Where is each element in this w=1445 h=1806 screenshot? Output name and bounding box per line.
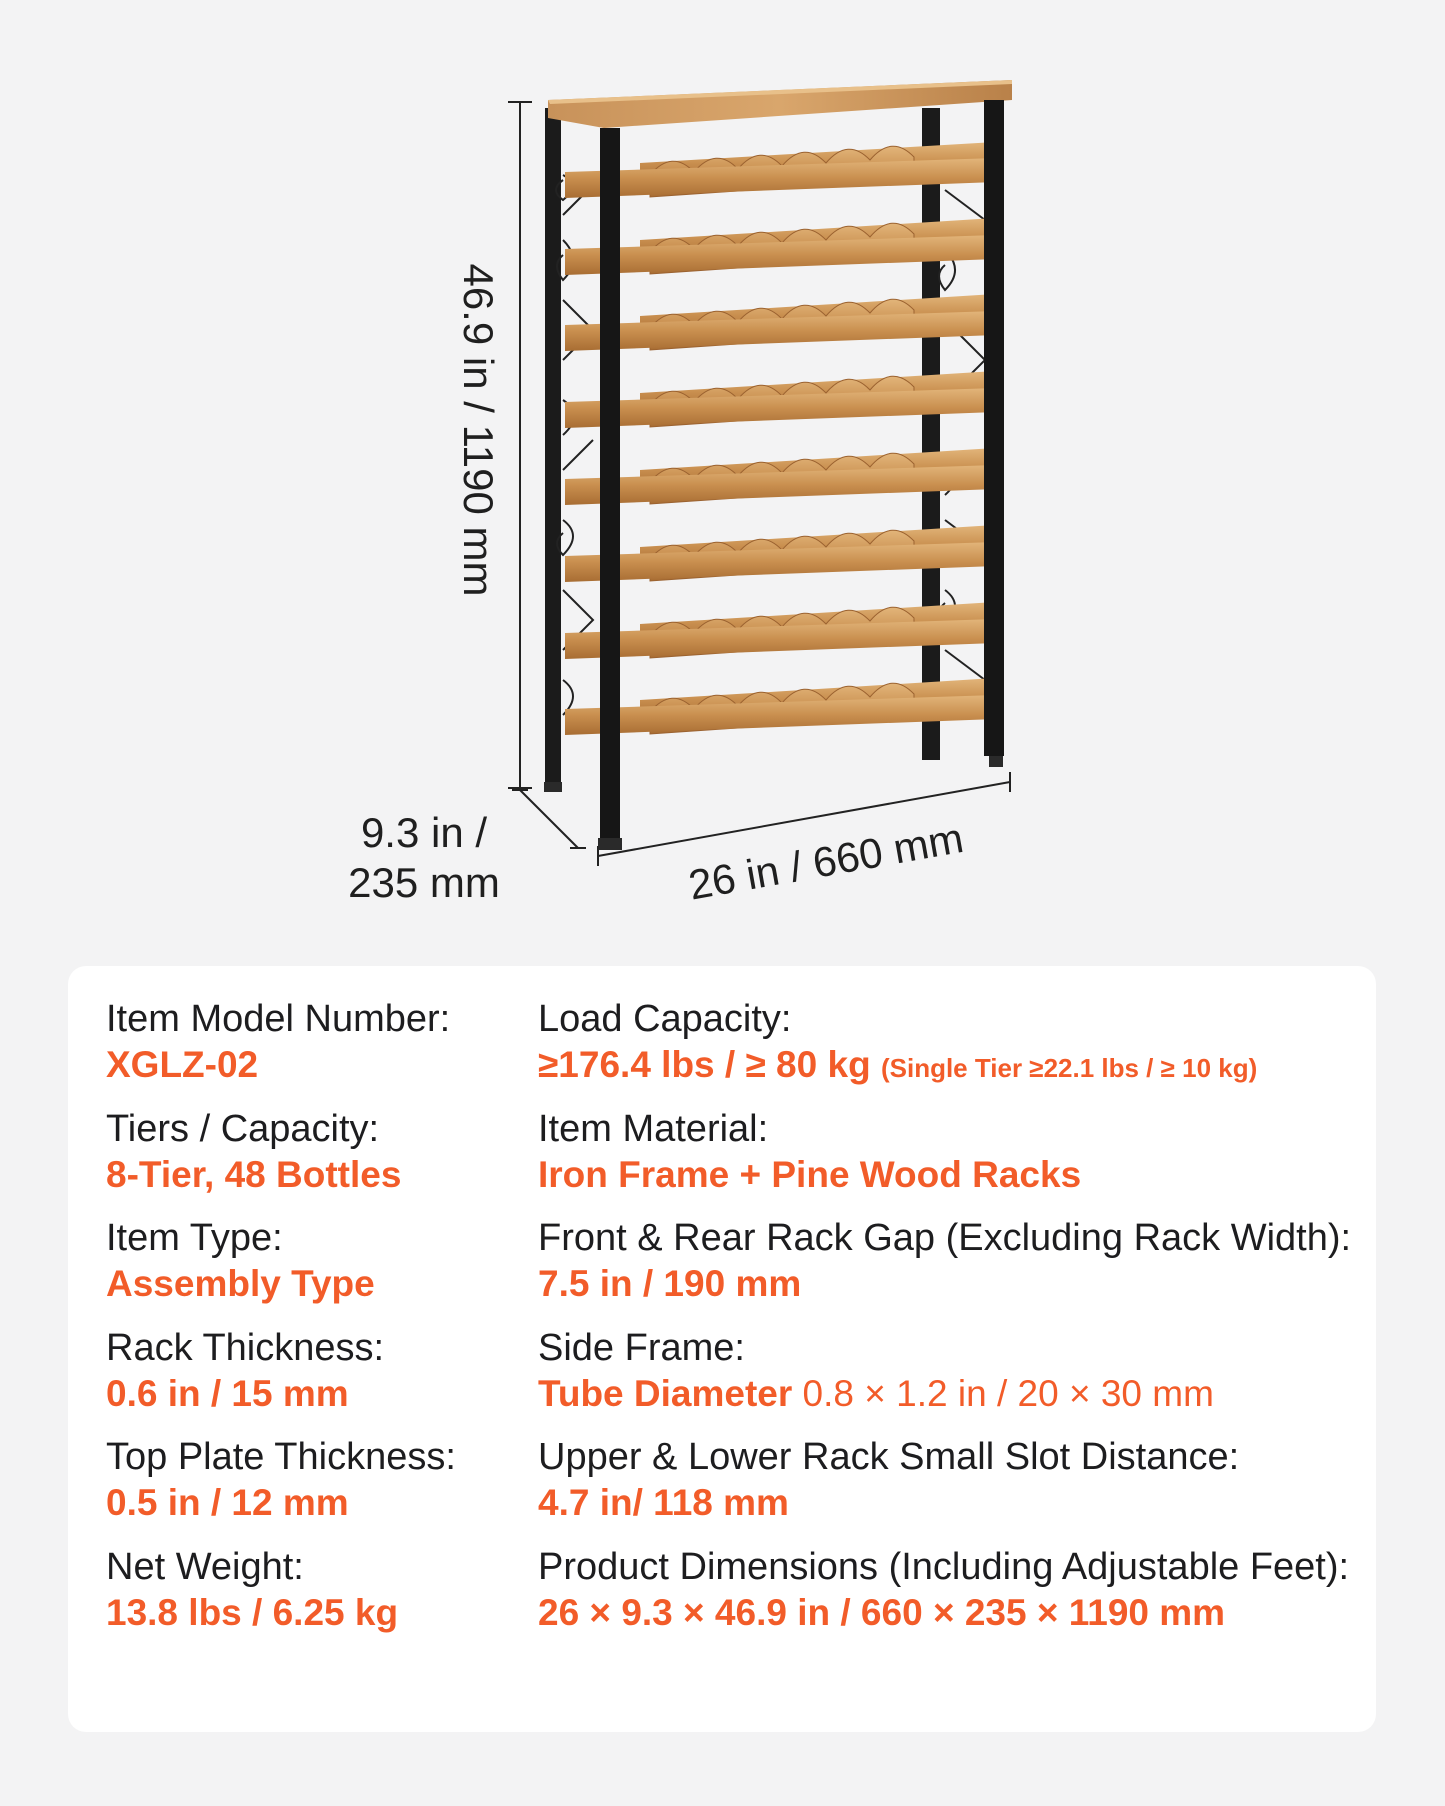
spec-label: Item Model Number: [106, 998, 451, 1040]
top-plate [548, 80, 1012, 128]
specification-card [68, 966, 1376, 1732]
spec-item-rack-gap [538, 1215, 1368, 1325]
spec-value: 0.5 in / 12 mm [106, 1482, 349, 1523]
spec-value: XGLZ-02 [106, 1044, 259, 1085]
spec-item-net-weight [106, 1544, 506, 1654]
spec-label: Upper & Lower Rack Small Slot Distance: [538, 1436, 1240, 1478]
spec-label: Front & Rear Rack Gap (Excluding Rack Width): [538, 1217, 1352, 1259]
spec-item-load-capacity [538, 996, 1368, 1106]
spec-item-rack-thickness [106, 1325, 506, 1435]
spec-label: Product Dimensions (Including Adjustable Feet): [538, 1545, 1350, 1588]
front-left-post [600, 128, 620, 840]
height-dimension-label: 46.9 in / 1190 mm [455, 263, 503, 597]
width-dimension-label: 26 in / 660 mm [685, 814, 967, 909]
spec-value [538, 1371, 1368, 1417]
spec-value: 7.5 in / 190 mm [538, 1263, 802, 1304]
spec-value: 13.8 lbs / 6.25 kg [106, 1591, 399, 1633]
spec-item-slot-distance [538, 1434, 1368, 1544]
spec-value: 0.6 in / 15 mm [106, 1372, 349, 1414]
spec-label: Tiers / Capacity: [106, 1107, 380, 1150]
spec-item-model-number [106, 996, 506, 1106]
depth-dimension-line1: 9.3 in / [360, 809, 488, 856]
spec-value: 26 × 9.3 × 46.9 in / 660 × 235 × 1190 mm [538, 1591, 1226, 1633]
spec-label: Net Weight: [106, 1545, 304, 1588]
spec-column-right [538, 996, 1368, 1653]
spec-label: Item Material: [538, 1107, 769, 1150]
spec-item-side-frame [538, 1325, 1368, 1435]
spec-value-sub: (Single Tier ≥22.1 lbs / ≥ 10 kg) [880, 1053, 1258, 1083]
spec-value: 8-Tier, 48 Bottles [106, 1153, 402, 1195]
spec-column-left [106, 996, 506, 1653]
spec-label: Load Capacity: [538, 998, 792, 1040]
spec-item-tiers-capacity [106, 1106, 506, 1216]
spec-value: 4.7 in/ 118 mm [538, 1482, 789, 1523]
depth-dimension-line2: 235 mm [348, 859, 500, 907]
back-right-post [922, 108, 940, 760]
spec-item-top-plate-thickness [106, 1434, 506, 1544]
spec-item-material [538, 1106, 1368, 1216]
spec-value: Assembly Type [106, 1263, 375, 1304]
spec-label: Side Frame: [538, 1326, 745, 1369]
spec-label: Top Plate Thickness: [106, 1436, 456, 1478]
spec-value: Iron Frame + Pine Wood Racks [538, 1153, 1082, 1195]
spec-value [538, 1042, 1368, 1091]
spec-value-main: Tube Diameter [538, 1372, 793, 1414]
spec-item-product-dimensions [538, 1544, 1368, 1654]
spec-label: Rack Thickness: [106, 1326, 385, 1369]
spec-value-detail: 0.8 × 1.2 in / 20 × 30 mm [792, 1372, 1214, 1414]
depth-dimension-label [344, 808, 504, 909]
front-right-post [984, 100, 1004, 756]
back-left-post [545, 108, 561, 788]
spec-label: Item Type: [106, 1217, 283, 1259]
spec-value-main: ≥176.4 lbs / ≥ 80 kg [538, 1044, 871, 1085]
spec-item-type [106, 1215, 506, 1325]
